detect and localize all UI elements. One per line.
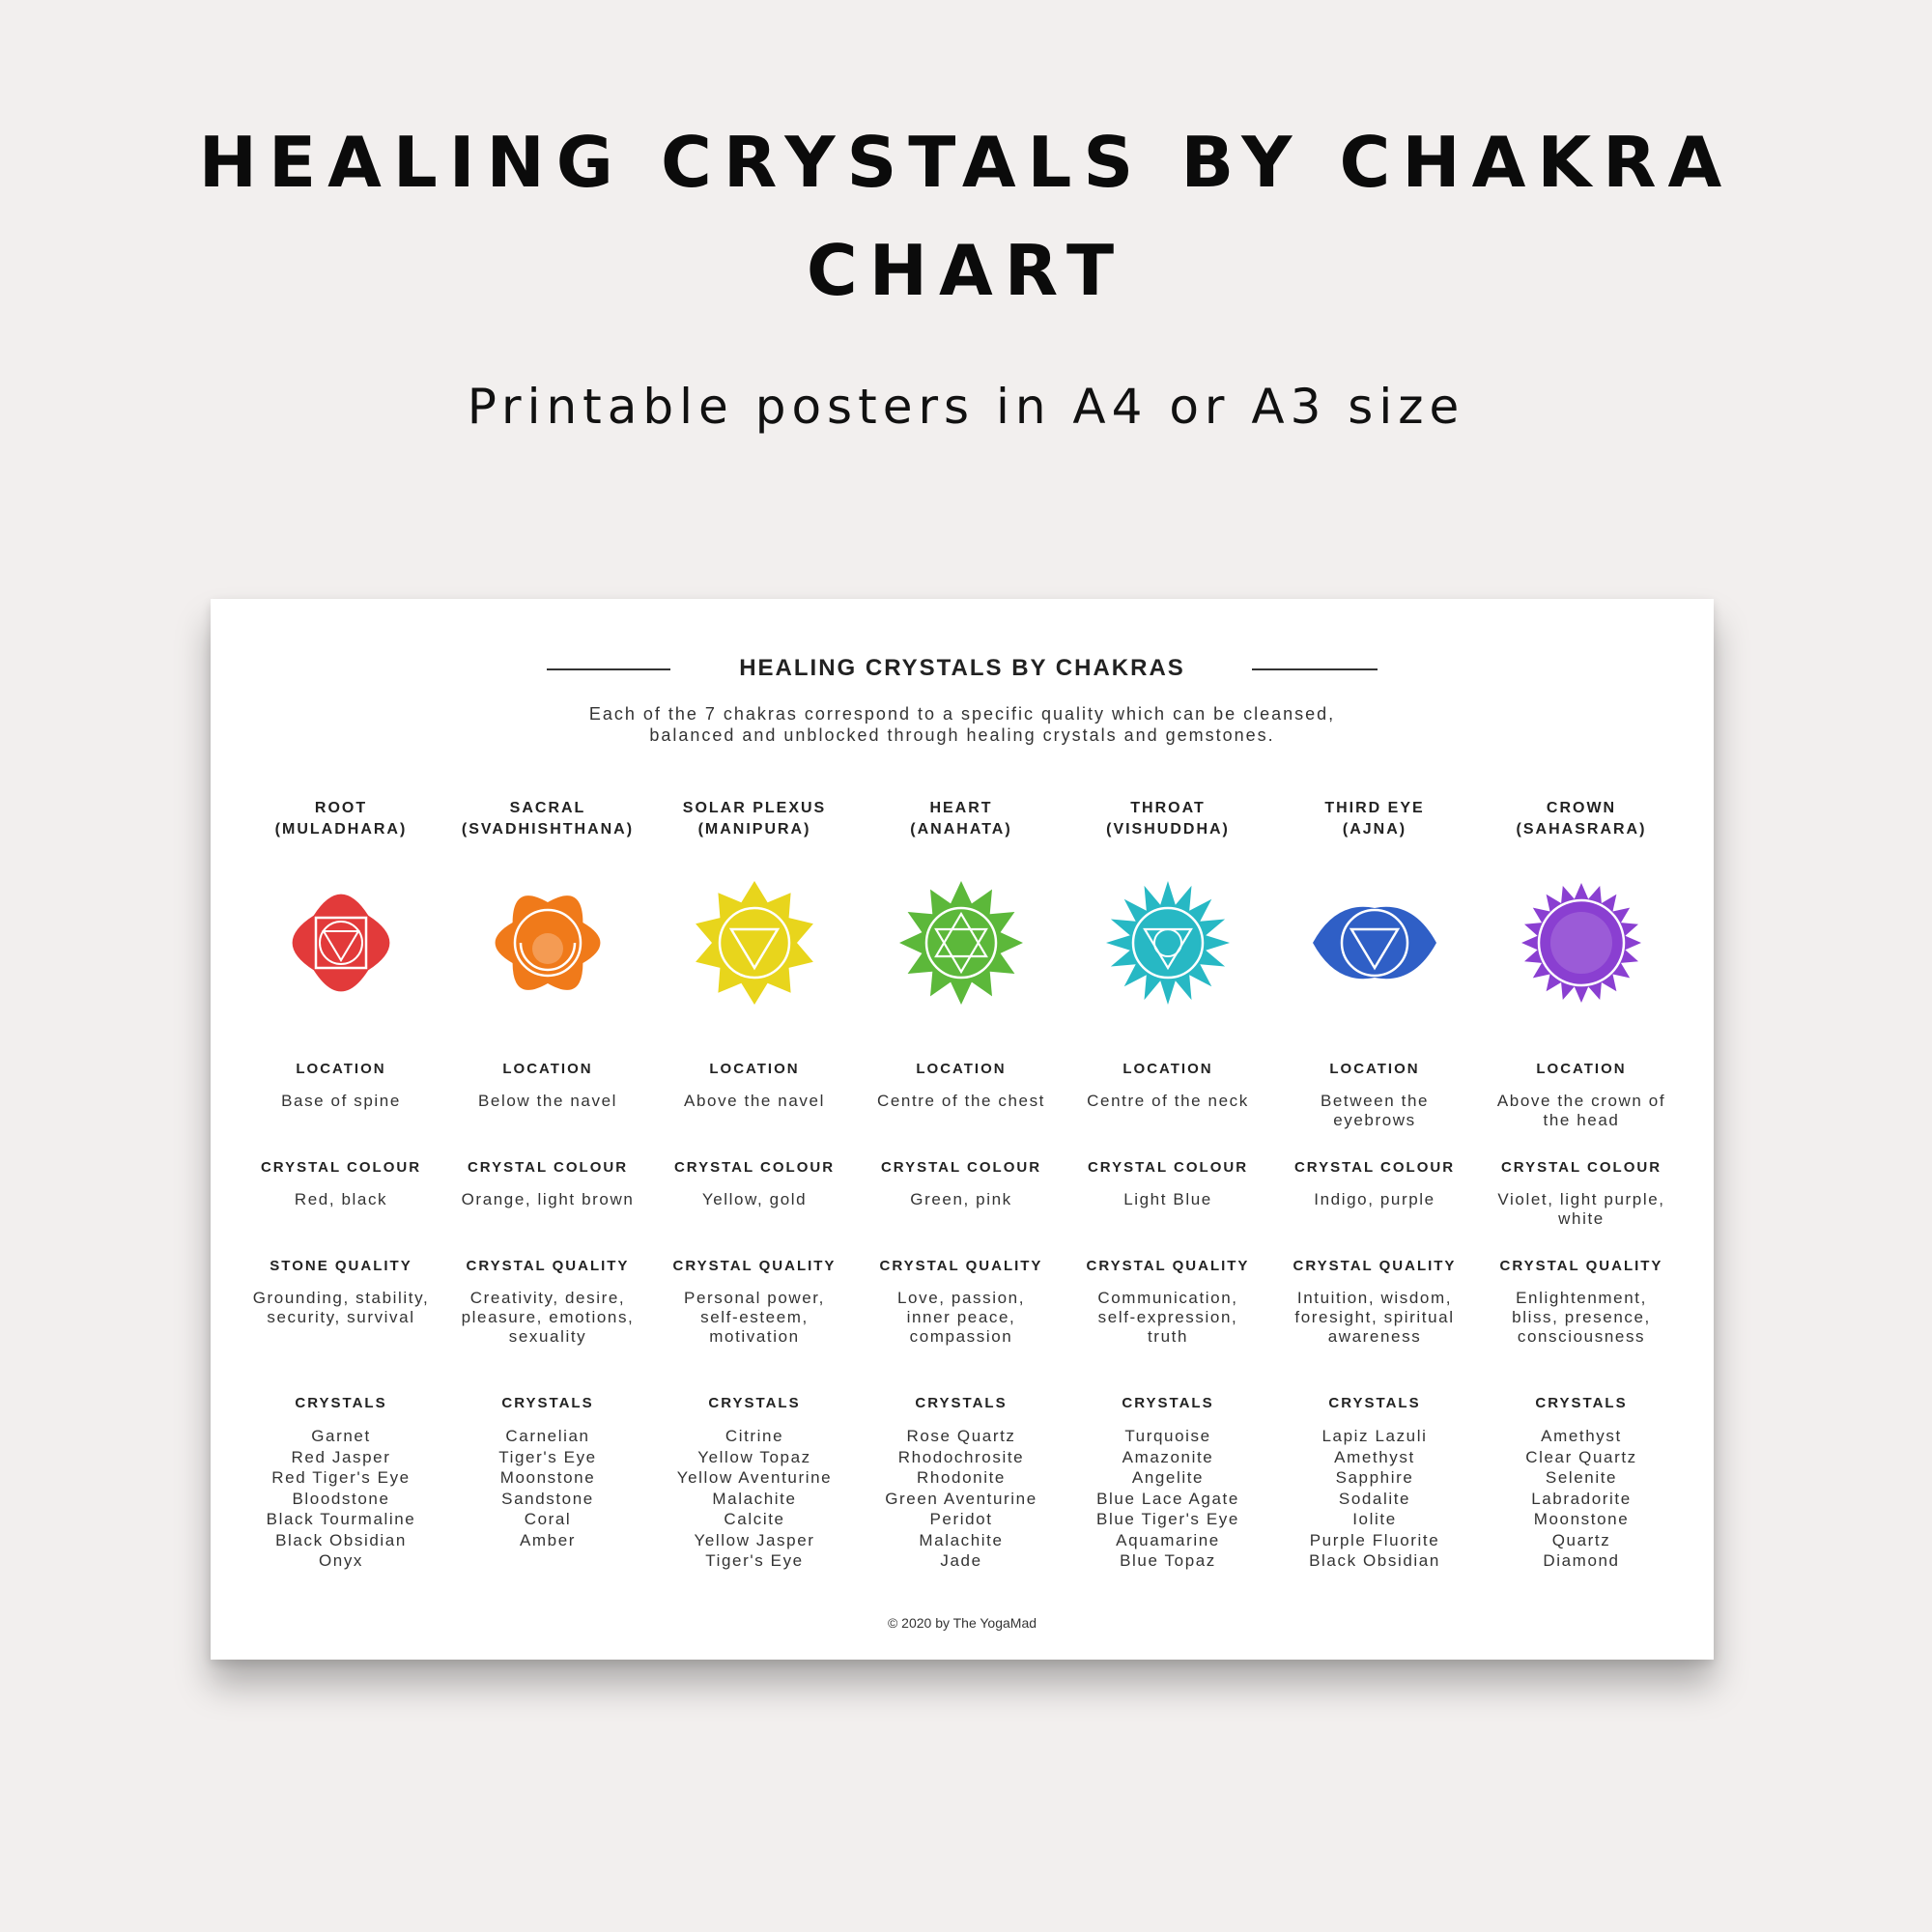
quality-value [1066, 1289, 1269, 1347]
list-item: Malachite [919, 1530, 1004, 1549]
quality-label: CRYSTAL QUALITY [879, 1258, 1043, 1274]
text-line: Between the [1320, 1092, 1430, 1110]
chakra-name-line: SACRAL [509, 800, 586, 816]
list-item: Amethyst [1334, 1447, 1415, 1466]
chakra-name-line: HEART [929, 800, 993, 816]
crystal-list [653, 1426, 856, 1572]
list-item: Red Tiger's Eye [271, 1468, 411, 1487]
text-line: Green, pink [910, 1190, 1012, 1208]
chakra-name [240, 798, 442, 842]
list-item: Sodalite [1338, 1489, 1411, 1508]
chakra-columns [240, 798, 1685, 1571]
location-label: LOCATION [502, 1061, 593, 1077]
list-item: Quartz [1551, 1530, 1611, 1549]
list-item: Coral [524, 1510, 572, 1528]
crystal-list [240, 1426, 442, 1572]
list-item: Black Obsidian [275, 1530, 407, 1549]
list-item: Lapiz Lazuli [1321, 1427, 1428, 1445]
crystal-list [860, 1426, 1063, 1572]
chakra-name-line: THIRD EYE [1324, 800, 1425, 816]
list-item: Garnet [311, 1427, 371, 1445]
list-item: Amazonite [1122, 1447, 1214, 1466]
text-line: consciousness [1517, 1327, 1646, 1346]
crystals-label: CRYSTALS [295, 1395, 387, 1411]
text-line: Communication, [1097, 1289, 1238, 1307]
list-item: Jade [940, 1551, 982, 1570]
heart-chakra-icon [894, 875, 1029, 1010]
sacral-chakra-icon [480, 875, 615, 1010]
chakra-sanskrit-name: (SVADHISHTHANA) [461, 821, 635, 838]
list-item: Aquamarine [1116, 1530, 1220, 1549]
quality-label: CRYSTAL QUALITY [672, 1258, 837, 1274]
page-header [0, 108, 1932, 435]
location-label: LOCATION [296, 1061, 386, 1077]
chakra-name-line: THROAT [1130, 800, 1206, 816]
crystal-colour-value [1066, 1190, 1269, 1209]
crystal-colour-value [653, 1190, 856, 1209]
list-item: Labradorite [1531, 1489, 1632, 1508]
location-value [653, 1092, 856, 1111]
chakra-name-line: CROWN [1546, 800, 1617, 816]
text-line: Above the crown of [1496, 1092, 1666, 1110]
quality-label: CRYSTAL QUALITY [1086, 1258, 1250, 1274]
text-line: Love, passion, [896, 1289, 1026, 1307]
list-item: Rhodonite [917, 1468, 1006, 1487]
text-line: foresight, spiritual [1294, 1308, 1455, 1326]
list-item: Angelite [1131, 1468, 1205, 1487]
text-line: Red, black [294, 1190, 388, 1208]
page-subtitle: Printable posters in A4 or A3 size [467, 379, 1465, 435]
crystals-label: CRYSTALS [1535, 1395, 1628, 1411]
chakra-column [653, 798, 856, 1571]
list-item: Calcite [724, 1510, 785, 1528]
list-item: Rose Quartz [906, 1427, 1016, 1445]
crystal-colour-value [240, 1190, 442, 1209]
poster [211, 599, 1714, 1660]
third-eye-chakra-icon [1307, 875, 1442, 1010]
quality-value [446, 1289, 649, 1347]
copyright: © 2020 by The YogaMad [887, 1615, 1037, 1631]
root-chakra-icon [273, 875, 409, 1010]
chakra-name [1273, 798, 1476, 842]
quality-label: CRYSTAL QUALITY [466, 1258, 630, 1274]
list-item: Yellow Topaz [697, 1447, 811, 1466]
throat-chakra-icon [1100, 875, 1236, 1010]
list-item: Amber [519, 1530, 577, 1549]
poster-title: HEALING CRYSTALS BY CHAKRAS [739, 655, 1185, 681]
list-item: Bloodstone [292, 1489, 390, 1508]
crystals-label: CRYSTALS [1328, 1395, 1421, 1411]
text-line: Violet, light purple, [1497, 1190, 1665, 1208]
chakra-column [1480, 798, 1683, 1571]
quality-value [240, 1289, 442, 1327]
chakra-column [446, 798, 649, 1571]
crystals-label: CRYSTALS [708, 1395, 801, 1411]
intro-line: Each of the 7 chakras correspond to a specific quality which can be cleansed, [588, 704, 1336, 724]
text-line: Base of spine [281, 1092, 401, 1110]
intro-line: balanced and unblocked through healing crystals and gemstones. [649, 725, 1275, 745]
crystals-label: CRYSTALS [915, 1395, 1008, 1411]
location-label: LOCATION [916, 1061, 1007, 1077]
text-line: motivation [709, 1327, 800, 1346]
location-value [1066, 1092, 1269, 1111]
list-item: Clear Quartz [1525, 1447, 1637, 1466]
text-line: Indigo, purple [1314, 1190, 1435, 1208]
list-item: Tiger's Eye [705, 1551, 804, 1570]
text-line: pleasure, emotions, [461, 1308, 635, 1326]
crystal-list [1066, 1426, 1269, 1572]
list-item: Moonstone [499, 1468, 596, 1487]
list-item: Malachite [712, 1489, 797, 1508]
crystal-colour-label: CRYSTAL COLOUR [260, 1159, 422, 1176]
list-item: Peridot [929, 1510, 993, 1528]
location-label: LOCATION [1536, 1061, 1627, 1077]
location-value [1480, 1092, 1683, 1130]
list-item: Red Jasper [291, 1447, 391, 1466]
text-line: awareness [1327, 1327, 1422, 1346]
quality-value [860, 1289, 1063, 1347]
text-line: Creativity, desire, [469, 1289, 626, 1307]
list-item: Purple Fluorite [1309, 1530, 1440, 1549]
text-line: Below the navel [477, 1092, 618, 1110]
chakra-sanskrit-name: (ANAHATA) [910, 821, 1012, 838]
location-value [240, 1092, 442, 1111]
text-line: Orange, light brown [461, 1190, 635, 1208]
chakra-sanskrit-name: (MULADHARA) [274, 821, 408, 838]
crystal-colour-value [446, 1190, 649, 1209]
crown-chakra-icon [1514, 875, 1649, 1010]
location-value [446, 1092, 649, 1111]
crystal-list [1480, 1426, 1683, 1572]
chakra-column [1066, 798, 1269, 1571]
list-item: Diamond [1543, 1551, 1620, 1570]
chakra-name-line: ROOT [314, 800, 368, 816]
list-item: Black Obsidian [1309, 1551, 1440, 1570]
text-line: sexuality [508, 1327, 587, 1346]
crystal-colour-label: CRYSTAL COLOUR [673, 1159, 836, 1176]
crystal-list [446, 1426, 649, 1550]
crystal-colour-label: CRYSTAL COLOUR [467, 1159, 629, 1176]
text-line: eyebrows [1333, 1111, 1416, 1129]
quality-value [1480, 1289, 1683, 1347]
text-line: Above the navel [684, 1092, 825, 1110]
text-line: truth [1147, 1327, 1189, 1346]
list-item: Citrine [724, 1427, 784, 1445]
list-item: Iolite [1352, 1510, 1397, 1528]
text-line: self-expression, [1097, 1308, 1238, 1326]
text-line: security, survival [267, 1308, 415, 1326]
location-label: LOCATION [709, 1061, 800, 1077]
chakra-name [446, 798, 649, 842]
page-title: HEALING CRYSTALS BY CHAKRA CHART [198, 122, 1734, 311]
crystals-label: CRYSTALS [501, 1395, 594, 1411]
text-line: Enlightenment, [1516, 1289, 1647, 1307]
list-item: Green Aventurine [885, 1489, 1037, 1508]
list-item: Black Tourmaline [266, 1510, 416, 1528]
crystal-colour-value [1480, 1190, 1683, 1229]
list-item: Yellow Aventurine [676, 1468, 833, 1487]
list-item: Selenite [1545, 1468, 1618, 1487]
list-item: Sandstone [501, 1489, 594, 1508]
list-item: Yellow Jasper [694, 1530, 815, 1549]
list-item: Blue Topaz [1120, 1551, 1216, 1570]
location-label: LOCATION [1122, 1061, 1213, 1077]
list-item: Amethyst [1541, 1427, 1622, 1445]
quality-label: CRYSTAL QUALITY [1499, 1258, 1663, 1274]
list-item: Carnelian [505, 1427, 590, 1445]
chakra-column [860, 798, 1063, 1571]
crystal-colour-value [860, 1190, 1063, 1209]
chakra-name [1480, 798, 1683, 842]
chakra-sanskrit-name: (VISHUDDHA) [1106, 821, 1230, 838]
crystal-colour-label: CRYSTAL COLOUR [1500, 1159, 1662, 1176]
location-label: LOCATION [1329, 1061, 1420, 1077]
chakra-sanskrit-name: (MANIPURA) [697, 821, 811, 838]
text-line: Centre of the chest [876, 1092, 1046, 1110]
chakra-name [860, 798, 1063, 842]
chakra-sanskrit-name: (AJNA) [1342, 821, 1407, 838]
location-value [1273, 1092, 1476, 1130]
text-line: compassion [909, 1327, 1013, 1346]
text-line: inner peace, [906, 1308, 1016, 1326]
quality-label: CRYSTAL QUALITY [1293, 1258, 1457, 1274]
list-item: Rhodochrosite [897, 1447, 1025, 1466]
chakra-name [653, 798, 856, 842]
solar-plexus-chakra-icon [687, 875, 822, 1010]
list-item: Tiger's Eye [498, 1447, 597, 1466]
list-item: Blue Tiger's Eye [1096, 1510, 1239, 1528]
chakra-column [240, 798, 442, 1571]
list-item: Sapphire [1335, 1468, 1414, 1487]
text-line: Centre of the neck [1087, 1092, 1249, 1110]
text-line: Personal power, [684, 1289, 825, 1307]
text-line: Intuition, wisdom, [1296, 1289, 1453, 1307]
chakra-column [1273, 798, 1476, 1571]
crystals-label: CRYSTALS [1122, 1395, 1214, 1411]
text-line: Yellow, gold [701, 1190, 808, 1208]
crystal-colour-value [1273, 1190, 1476, 1209]
crystal-list [1273, 1426, 1476, 1572]
quality-label: STONE QUALITY [270, 1258, 412, 1274]
list-item: Blue Lace Agate [1096, 1489, 1239, 1508]
crystal-colour-label: CRYSTAL COLOUR [1087, 1159, 1249, 1176]
quality-value [653, 1289, 856, 1347]
quality-value [1273, 1289, 1476, 1347]
poster-intro [211, 703, 1714, 746]
crystal-colour-label: CRYSTAL COLOUR [880, 1159, 1042, 1176]
text-line: the head [1543, 1111, 1620, 1129]
text-line: Grounding, stability, [252, 1289, 430, 1307]
list-item: Turquoise [1124, 1427, 1211, 1445]
chakra-name-line: SOLAR PLEXUS [682, 800, 827, 816]
text-line: bliss, presence, [1512, 1308, 1651, 1326]
crystal-colour-label: CRYSTAL COLOUR [1293, 1159, 1456, 1176]
list-item: Onyx [318, 1551, 364, 1570]
location-value [860, 1092, 1063, 1111]
text-line: self-esteem, [700, 1308, 809, 1326]
chakra-name [1066, 798, 1269, 842]
list-item: Moonstone [1533, 1510, 1630, 1528]
text-line: Light Blue [1123, 1190, 1212, 1208]
text-line: white [1558, 1209, 1605, 1228]
chakra-sanskrit-name: (SAHASRARA) [1516, 821, 1647, 838]
